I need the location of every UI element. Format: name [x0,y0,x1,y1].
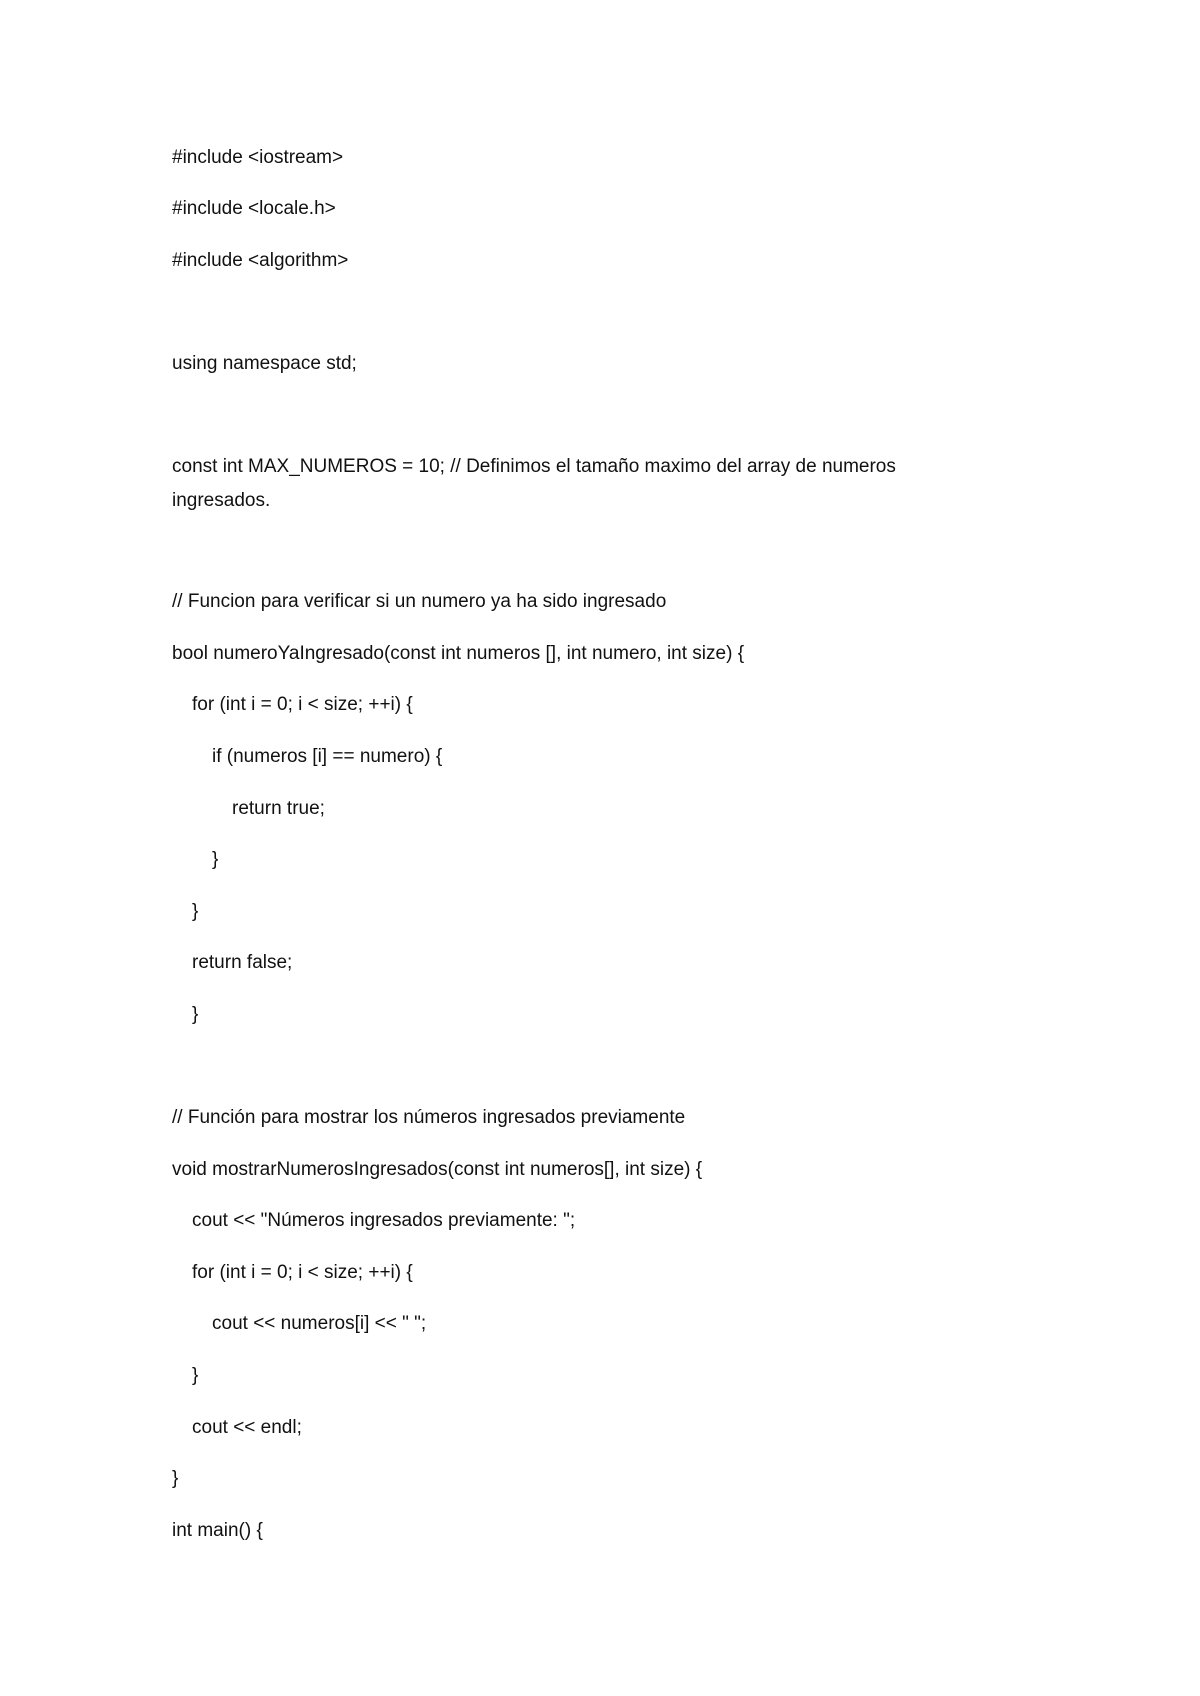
code-line: return false; [192,952,293,973]
code-line: const int MAX_NUMEROS = 10; // Definimos el tamaño maximo del array de numeros [172,456,896,477]
code-line: return true; [232,798,325,819]
code-line: #include <locale.h> [172,198,336,219]
code-line: } [192,1365,199,1386]
code-line: for (int i = 0; i < size; ++i) { [192,1262,413,1283]
code-line: } [192,1004,199,1025]
code-line: cout << endl; [192,1417,302,1438]
code-line: } [192,901,199,922]
code-line: cout << numeros[i] << " "; [212,1313,427,1334]
code-line: } [212,849,219,870]
code-line: } [172,1468,179,1489]
code-line: if (numeros [i] == numero) { [212,746,443,767]
code-comment-line: // Función para mostrar los números ingresados previamente [172,1107,686,1128]
code-line: using namespace std; [172,353,357,374]
code-comment-line: // Funcion para verificar si un numero ya ha sido ingresado [172,591,667,612]
code-line: #include <algorithm> [172,250,349,271]
code-line: cout << "Números ingresados previamente: "; [192,1210,576,1231]
code-line: int main() { [172,1520,263,1541]
code-line: for (int i = 0; i < size; ++i) { [192,694,413,715]
code-line: ingresados. [172,490,271,511]
code-line: #include <iostream> [172,147,344,168]
code-line: bool numeroYaIngresado(const int numeros [], int numero, int size) { [172,643,745,664]
code-line: void mostrarNumerosIngresados(const int numeros[], int size) { [172,1159,703,1180]
